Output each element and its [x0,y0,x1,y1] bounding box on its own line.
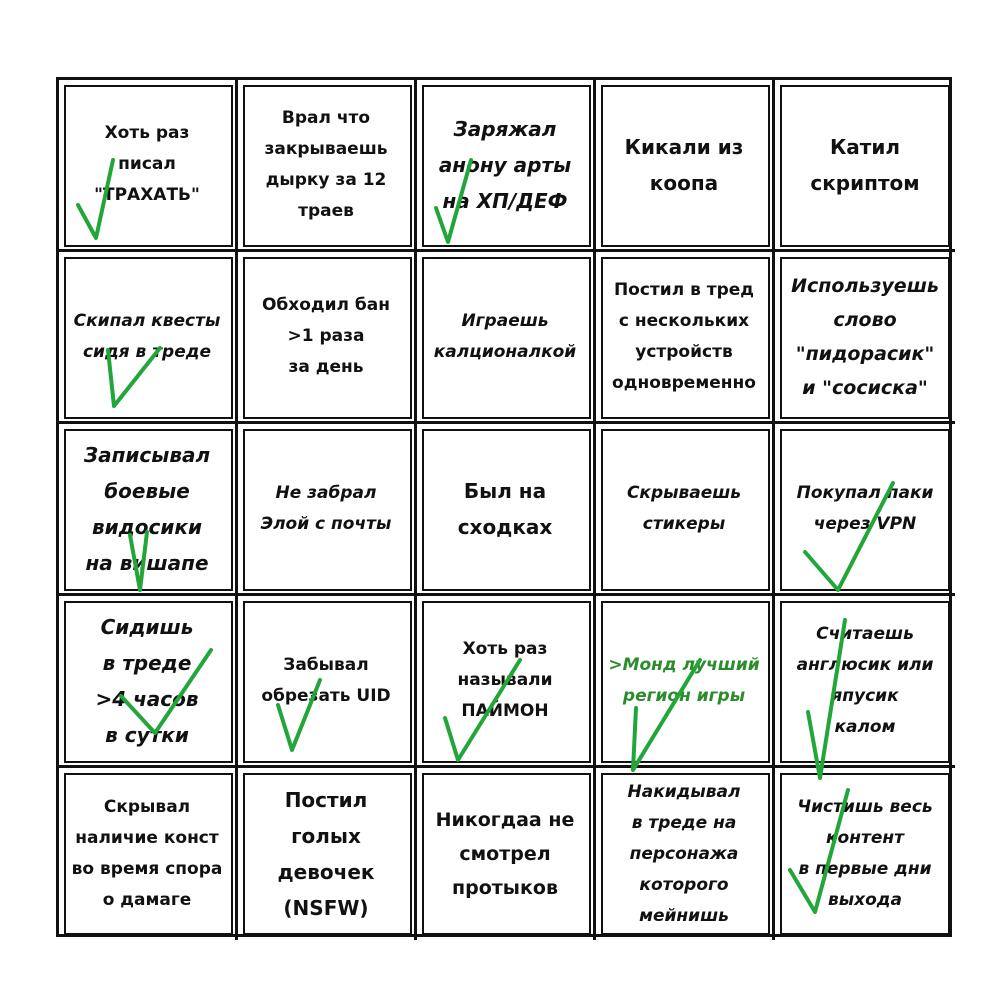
cell-text: Забывал обрезать UID [261,654,391,706]
cell-text: Накидывал в треде на персонажа которого мейнишь [627,781,741,926]
cell-text: Используешь слово "пидорасик" и "сосиска" [791,274,939,399]
cell-text: Скрываешь стикеры [626,482,742,534]
bingo-cell-14[interactable] [596,424,775,596]
cell-text: Постил в тред с нескольких устройств одновременно [612,279,756,393]
cell-text: Скипал квесты сидя в треде [73,310,221,362]
bingo-cell-12[interactable] [238,424,417,596]
cell-text: Считаешь англюсик или япусик калом [796,623,934,737]
bingo-cell-1[interactable] [59,80,238,252]
bingo-board [56,77,952,937]
bingo-cell-10[interactable] [775,252,955,424]
bingo-cell-17[interactable] [238,596,417,768]
cell-text: Катил скриптом [810,134,920,195]
cell-text: Не забрал Элой с почты [260,482,392,534]
bingo-cell-23[interactable] [417,768,596,940]
bingo-cell-16[interactable] [59,596,238,768]
cell-text: Кикали из коопа [624,134,744,195]
bingo-cell-20[interactable] [775,596,955,768]
bingo-cell-7[interactable] [238,252,417,424]
cell-text: Хоть раз писал "ТРАХАТЬ" [94,123,200,205]
cell-text: Скрывал наличие конст во время спора о дамаге [71,797,223,910]
bingo-cell-9[interactable] [596,252,775,424]
cell-text: Играешь калционалкой [433,310,577,362]
bingo-cell-11[interactable] [59,424,238,596]
cell-text: Обходил бан >1 раза за день [261,295,391,377]
cell-text: Был на сходках [457,478,553,539]
cell-text: Постил голых девочек (NSFW) [277,788,375,920]
cell-text: Покупал паки через VPN [796,482,934,534]
bingo-cell-13[interactable] [417,424,596,596]
bingo-cell-19[interactable] [596,596,775,768]
cell-text: Чистишь весь контент в первые дни выхода [797,797,933,910]
cell-text: Хоть раз называли ПАЙМОН [457,639,553,721]
bingo-cell-8[interactable] [417,252,596,424]
bingo-cell-25[interactable] [775,768,955,940]
bingo-cell-15[interactable] [775,424,955,596]
bingo-cell-24[interactable] [596,768,775,940]
cell-text: Никогдаа не смотрел протыков [435,809,575,899]
bingo-cell-21[interactable] [59,768,238,940]
cell-text: Заряжал анону арты на ХП/ДЕФ [438,116,572,213]
bingo-cell-3[interactable] [417,80,596,252]
cell-text: Записывал боевые видосики на вишапе [83,442,211,575]
cell-text: >Монд лучший регион игры [608,654,760,706]
bingo-cell-6[interactable] [59,252,238,424]
bingo-cell-18[interactable] [417,596,596,768]
bingo-cell-22[interactable] [238,768,417,940]
bingo-cell-5[interactable] [775,80,955,252]
cell-text: Врал что закрываешь дырку за 12 траев [264,107,388,221]
bingo-cell-4[interactable] [596,80,775,252]
cell-text: Сидишь в треде >4 часов в сутки [95,614,199,747]
bingo-cell-2[interactable] [238,80,417,252]
